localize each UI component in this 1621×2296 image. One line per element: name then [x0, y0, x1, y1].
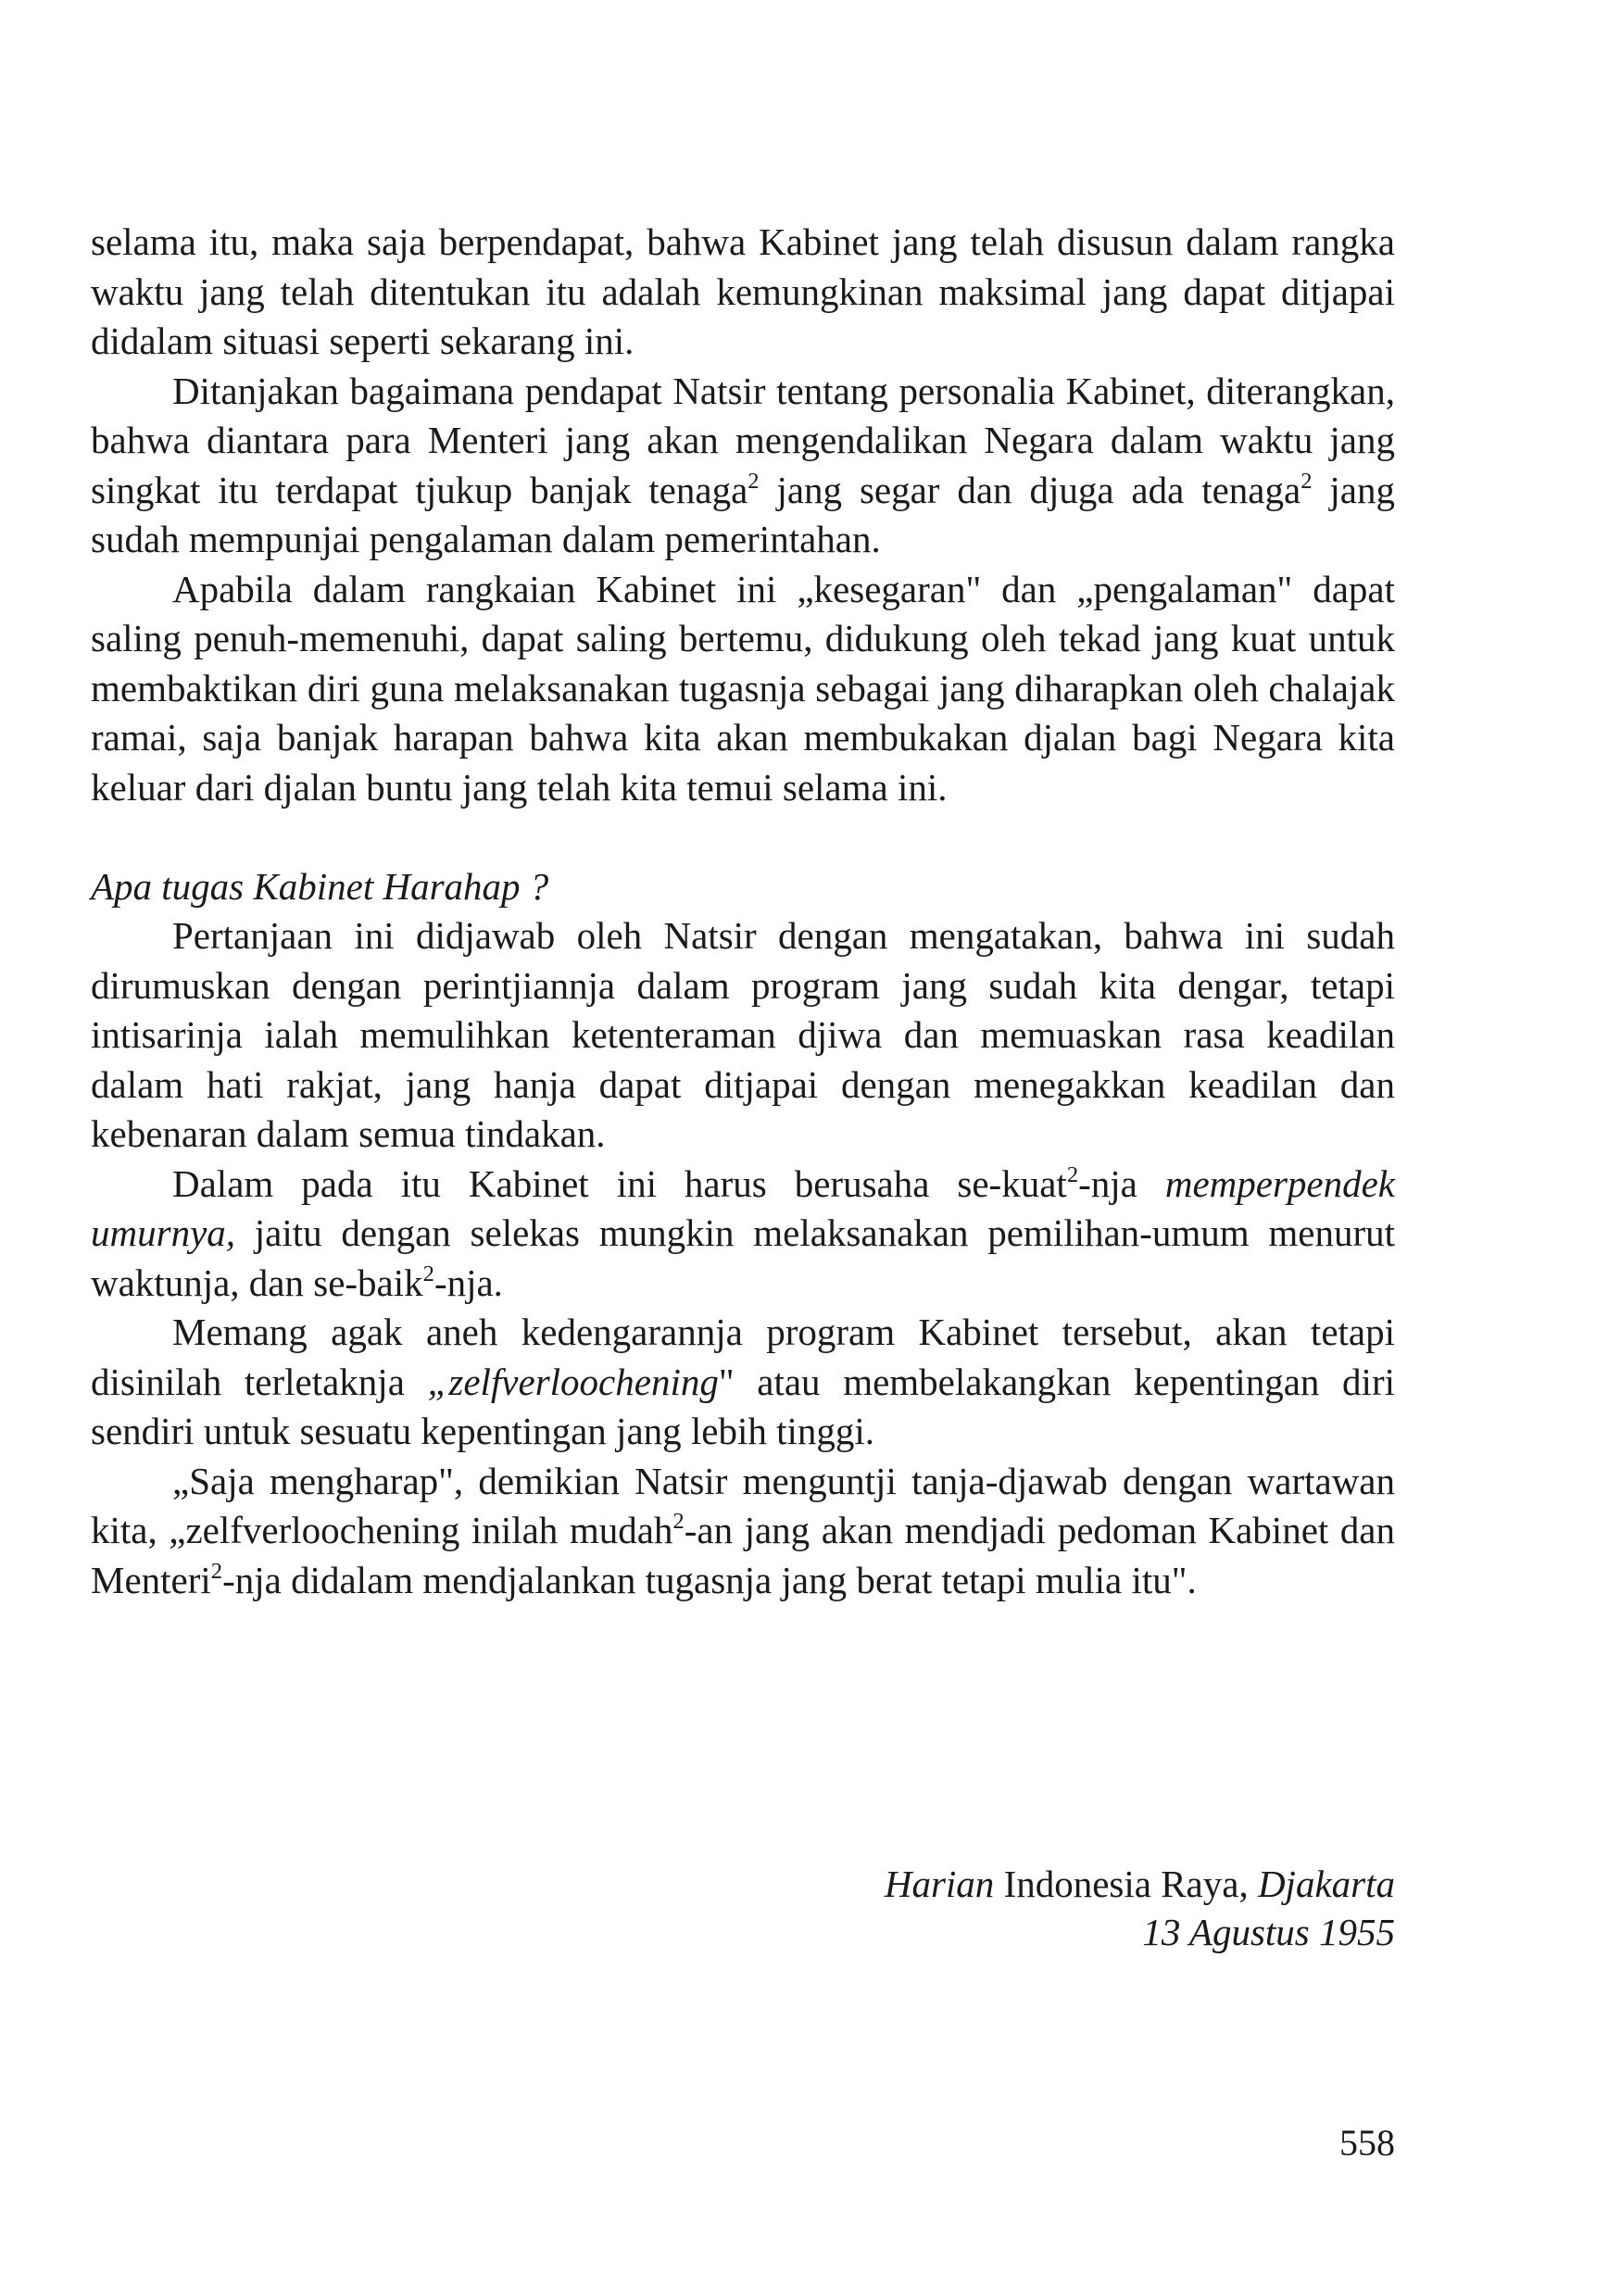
paragraph	[91, 1308, 1395, 1457]
text-segment: selama itu, maka saja berpendapat, bahwa Kabinet jang telah disusun dalam rangka waktu jang telah ditentukan itu adalah kemungkinan maksimal jang dapat ditjapai didalam situasi seperti sekarang ini.	[91, 220, 1395, 362]
italic-text: memperpendek umurnya,	[91, 1161, 1396, 1254]
text-segment: Apa tugas Kabinet Harahap ?	[91, 864, 549, 908]
source-newspaper-name: Indonesia Raya,	[994, 1863, 1258, 1905]
text-segment: -nja.	[434, 1261, 503, 1304]
superscript: 2	[748, 468, 760, 494]
paragraph	[91, 218, 1395, 367]
text-segment: jang segar dan djuga ada tenaga	[759, 468, 1301, 511]
section-heading	[91, 862, 1395, 912]
text-segment: -an jang akan mendjadi pedoman Kabinet dan Menteri	[91, 1509, 1395, 1601]
text-segment: -nja	[1078, 1161, 1165, 1205]
superscript: 2	[672, 1509, 685, 1535]
superscript: 2	[1066, 1161, 1079, 1187]
source-date: 13 Agustus 1955	[1142, 1911, 1395, 1953]
text-segment: Apabila dalam rangkaian Kabinet ini „kesegaran" dan „pengalaman" dapat saling penuh-memenuhi, dapat saling bertemu, didukung oleh tekad jang kuat untuk membaktikan diri guna melaksanakan tugasnja sebagai jang diharapkan oleh chalajak ramai, saja banjak harapan bahwa kita akan membukakan djalan bagi Negara kita keluar dari djalan buntu jang telah kita temui selama ini.	[91, 567, 1395, 809]
source-city: Djakarta	[1257, 1863, 1395, 1905]
superscript: 2	[422, 1261, 434, 1286]
text-segment: " atau membelakangkan kepentingan diri sendiri untuk sesuatu kepentingan jang lebih tinggi.	[91, 1360, 1395, 1452]
paragraph	[91, 1160, 1395, 1309]
superscript: 2	[1301, 468, 1313, 494]
source-citation	[561, 1860, 1395, 1956]
text-segment: Ditanjakan bagaimana pendapat Natsir tentang personalia Kabinet, diterangkan, bahwa diantara para Menteri jang akan mengendalikan Negara dalam waktu jang singkat itu terdapat tjukup banjak tenaga	[91, 369, 1395, 511]
paragraph	[91, 1457, 1395, 1606]
body-text	[91, 218, 1395, 1605]
source-harian: Harian	[884, 1863, 995, 1905]
paragraph	[91, 565, 1395, 813]
text-segment: jang sudah mempunjai pengalaman dalam pemerintahan.	[91, 468, 1395, 560]
page-number: 558	[1339, 2122, 1395, 2164]
text-segment: „Saja mengharap", demikian Natsir menguntji tanja-djawab dengan wartawan kita, „zelfverloochening inilah mudah	[91, 1459, 1395, 1551]
superscript: 2	[210, 1558, 223, 1584]
text-segment: Pertanjaan ini didjawab oleh Natsir dengan mengatakan, bahwa ini sudah dirumuskan dengan perintjiannja dalam program jang sudah kita dengar, tetapi intisarinja ialah memulihkan ketenteraman djiwa dan memuaskan rasa keadilan dalam hati rakjat, jang hanja dapat ditjapai dengan menegakkan keadilan dan kebenaran dalam semua tindakan.	[91, 914, 1395, 1155]
italic-text: „zelfverloochening	[427, 1360, 719, 1403]
text-segment: -nja didalam mendjalankan tugasnja jang berat tetapi mulia itu".	[222, 1558, 1197, 1601]
source-publication-line	[561, 1860, 1395, 1908]
text-segment: Dalam pada itu Kabinet ini harus berusaha se-kuat	[172, 1161, 1067, 1205]
text-segment: jaitu dengan selekas mungkin melaksanakan pemilihan-umum menurut waktunja, dan se-baik	[91, 1211, 1395, 1304]
paragraph	[91, 911, 1395, 1160]
text-segment: Memang agak aneh kedengarannja program Kabinet tersebut, akan tetapi disinilah terletaknja	[91, 1311, 1395, 1403]
paragraph	[91, 367, 1395, 565]
